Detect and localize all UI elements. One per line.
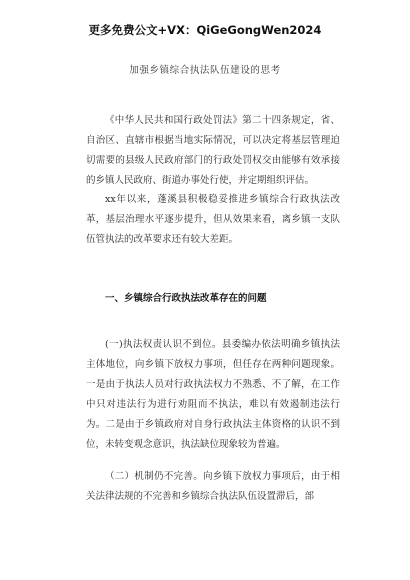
body-paragraph: xx年以来，蓬溪县积极稳妥推进乡镇综合行政执法改革，基层治理水平逐步提升，但从效果来看，离乡镇一支队伍管执法的改革要求还有较大差距。 <box>86 194 340 245</box>
promo-banner: 更多免费公文+VX：QiGeGongWen2024 <box>88 23 322 37</box>
section-paragraph: （二）机制仍不完善。向乡镇下放权力事项后，由于相关法律法规的不完善和乡镇综合执法队伍设置滞后，部 <box>86 471 340 502</box>
body-paragraph: 《中华人民共和国行政处罚法》第二十四条规定，省、自治区、直辖市根据当地实际情况，可以决定将基层管理迫切需要的县级人民政府部门的行政处罚权交由能够有效承接的乡镇人民政府、街道办事处行使，并定期组织评估。 <box>86 115 340 186</box>
section-paragraph: (一)执法权责认识不到位。县委编办依法明确乡镇执法主体地位，向乡镇下放权力事项，但任存在两种问题现象。一是由于执法人员对行政执法权力不熟悉、不了解，在工作中只对违法行为进行劝阻而不执法，难以有效遏制违法行为。二是由于乡镇政府对自身行政执法主体资格的认识不到位，未转变观念意识，执法缺位现象较为普遍。 <box>86 339 340 450</box>
section-heading: 一、乡镇综合行政执法改革存在的问题 <box>105 293 267 304</box>
document-title: 加强乡镇综合执法队伍建设的思考 <box>129 65 281 76</box>
